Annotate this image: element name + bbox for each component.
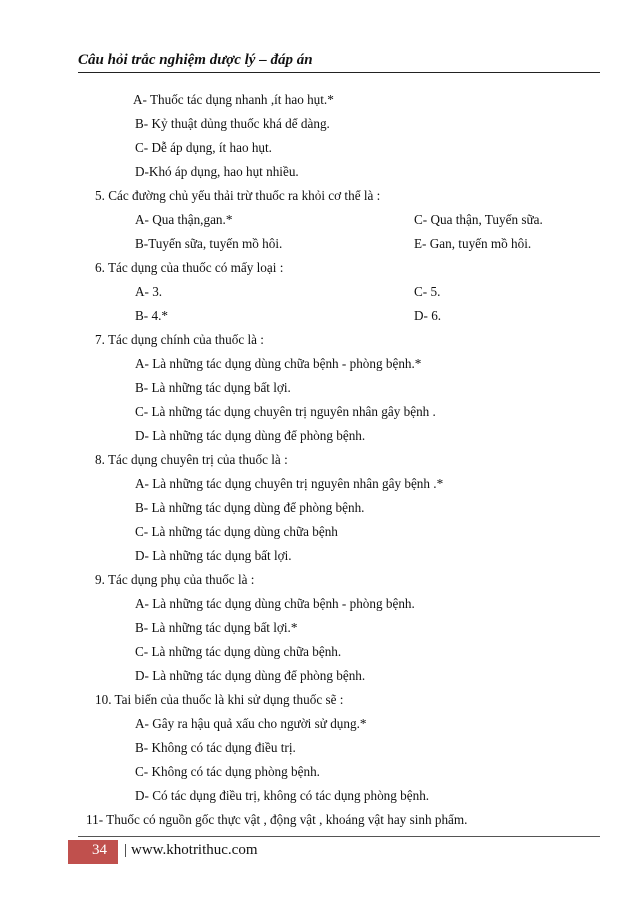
question-9: 9. Tác dụng phụ của thuốc là : <box>95 572 255 587</box>
q10-option-d: D- Có tác dụng điều trị, không có tác dụng phòng bệnh. <box>135 788 430 803</box>
q9-option-c: C- Là những tác dụng dùng chữa bệnh. <box>135 644 342 659</box>
q7-option-c: C- Là những tác dụng chuyên trị nguyên nhân gây bệnh . <box>135 404 436 419</box>
q5-option-e: E- Gan, tuyến mồ hôi. <box>414 236 532 251</box>
running-header: Câu hỏi trắc nghiệm dược lý – đáp án <box>78 52 313 68</box>
q7-option-d: D- Là những tác dụng dùng để phòng bệnh. <box>135 428 366 443</box>
footer-separator: | <box>124 842 128 858</box>
q6-option-d: D- 6. <box>414 308 442 323</box>
page-number: 34 <box>92 842 107 858</box>
header-rule <box>78 72 600 73</box>
q9-option-b: B- Là những tác dụng bất lợi.* <box>135 620 298 635</box>
q4-option-d: D-Khó áp dụng, hao hụt nhiều. <box>135 164 299 179</box>
q8-option-c: C- Là những tác dụng dùng chữa bệnh <box>135 524 338 539</box>
q4-option-c: C- Dễ áp dụng, ít hao hụt. <box>135 140 272 155</box>
q4-option-b: B- Kỷ thuật dủng thuốc khá dể dàng. <box>135 116 330 131</box>
q10-option-c: C- Không có tác dụng phòng bệnh. <box>135 764 320 779</box>
q7-option-a: A- Là những tác dụng dùng chữa bệnh - phòng bệnh.* <box>135 356 422 371</box>
footer-url: www.khotrithuc.com <box>131 842 258 858</box>
question-10: 10. Tai biến của thuốc là khi sử dụng thuốc sẽ : <box>95 692 344 707</box>
q5-option-c: C- Qua thận, Tuyến sữa. <box>414 212 543 227</box>
question-6: 6. Tác dụng của thuốc có mấy loại : <box>95 260 284 275</box>
q5-option-a: A- Qua thận,gan.* <box>135 212 233 227</box>
q6-option-c: C- 5. <box>414 284 441 299</box>
q4-option-a: A- Thuốc tác dụng nhanh ,ít hao hụt.* <box>133 92 334 107</box>
q6-option-b: B- 4.* <box>135 308 168 323</box>
q5-option-b: B-Tuyến sữa, tuyến mồ hôi. <box>135 236 283 251</box>
q8-option-a: A- Là những tác dụng chuyên trị nguyên nhân gây bệnh .* <box>135 476 444 491</box>
q10-option-a: A- Gây ra hậu quả xấu cho người sử dụng.* <box>135 716 367 731</box>
q6-option-a: A- 3. <box>135 284 163 299</box>
q7-option-b: B- Là những tác dụng bất lợi. <box>135 380 291 395</box>
q8-option-d: D- Là những tác dụng bất lợi. <box>135 548 292 563</box>
q9-option-d: D- Là những tác dụng dùng để phòng bệnh. <box>135 668 366 683</box>
question-5: 5. Các đường chủ yếu thải trừ thuốc ra khỏi cơ thể là : <box>95 188 381 203</box>
question-8: 8. Tác dụng chuyên trị của thuốc là : <box>95 452 288 467</box>
footer-rule <box>78 836 600 837</box>
q10-option-b: B- Không có tác dụng điều trị. <box>135 740 296 755</box>
question-7: 7. Tác dụng chính của thuốc là : <box>95 332 264 347</box>
question-11: 11- Thuốc có nguồn gốc thực vật , động vật , khoáng vật hay sinh phẩm. <box>86 812 468 827</box>
q8-option-b: B- Là những tác dụng dùng để phòng bệnh. <box>135 500 365 515</box>
q9-option-a: A- Là những tác dụng dùng chữa bệnh - phòng bệnh. <box>135 596 415 611</box>
